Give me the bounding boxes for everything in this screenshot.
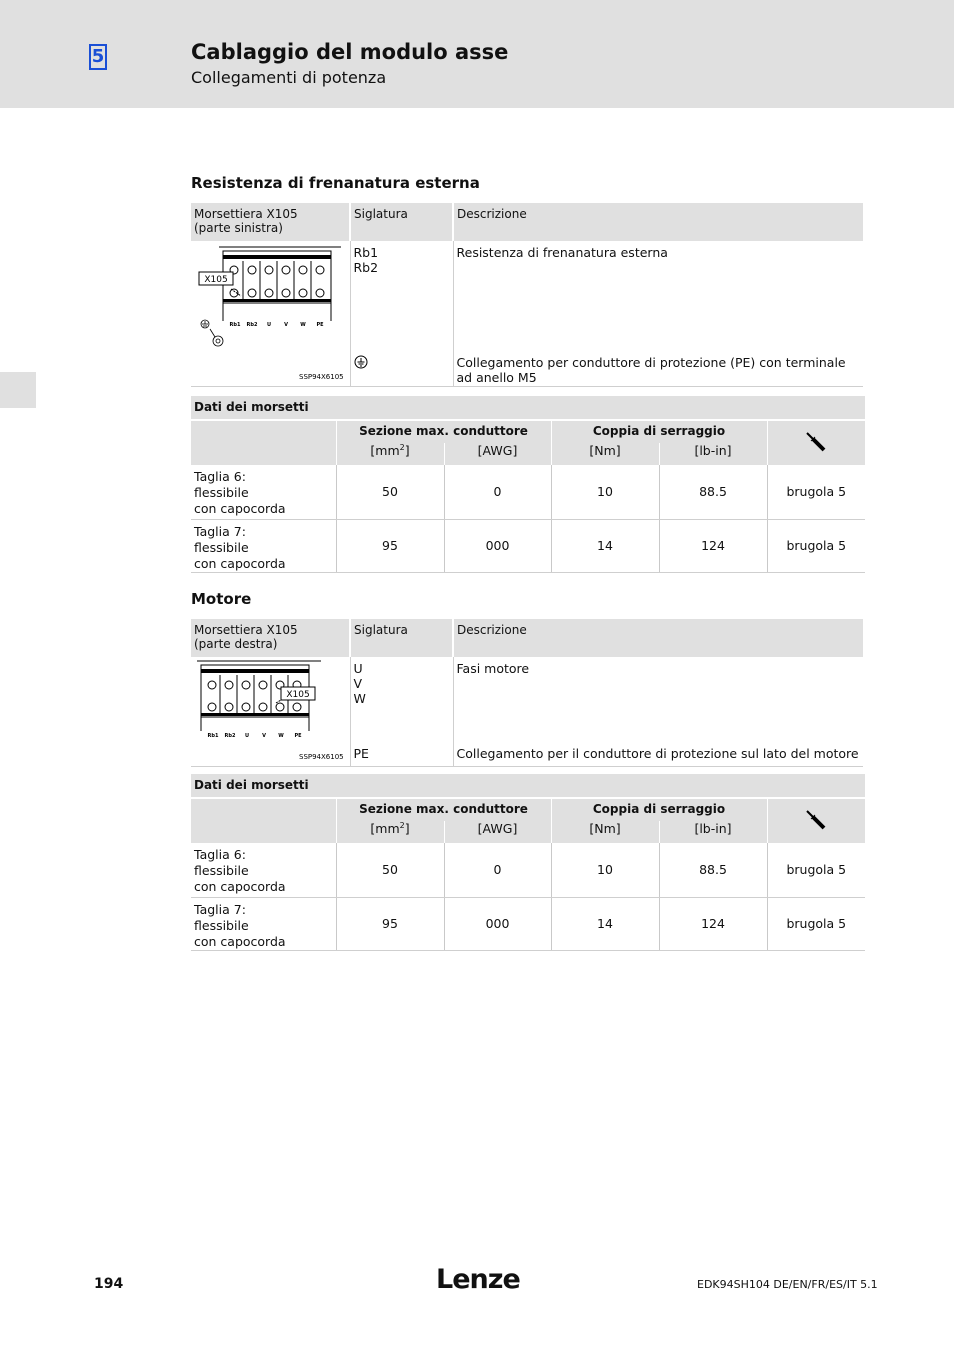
description-brake-resistor: Resistenza di frenanatura esterna	[456, 245, 668, 260]
blank-header-cell	[191, 799, 336, 843]
label-pe: PE	[350, 746, 453, 767]
data-table-title: Dati dei morsetti	[191, 774, 865, 797]
ground-icon	[201, 320, 223, 346]
value-awg: 0	[444, 843, 551, 897]
screwdriver-icon	[804, 430, 828, 454]
group-header-torque: Coppia di serraggio	[551, 421, 767, 443]
table-row	[191, 519, 865, 572]
unit-awg: [AWG]	[444, 443, 551, 465]
figure-code: SSP94X6105	[299, 373, 344, 381]
figure-terminal-pe: PE	[294, 733, 302, 739]
figure-code: SSP94X6105	[299, 753, 344, 761]
section-heading-brake-resistor: Resistenza di frenanatura esterna	[191, 174, 480, 192]
tool-header-cell	[767, 421, 865, 465]
figure-terminal-u: U	[266, 322, 272, 328]
description-motor-pe: Collegamento per il conduttore di protezione sul lato del motore	[453, 746, 863, 767]
figure-terminal-rb2: Rb2	[246, 322, 258, 328]
col-header-terminal	[191, 203, 350, 241]
label-cell-uvw	[350, 657, 453, 746]
value-mm2: 50	[336, 465, 444, 519]
document-id: EDK94SH104 DE/EN/FR/ES/IT 5.1	[697, 1278, 878, 1291]
value-tool: brugola 5	[767, 843, 865, 897]
figure-terminal-u: U	[244, 733, 250, 739]
value-awg: 0	[444, 465, 551, 519]
terminal-table-motor	[191, 619, 863, 767]
tool-header-cell	[767, 799, 865, 843]
page-number: 194	[94, 1276, 124, 1292]
side-tab-marker	[0, 372, 36, 408]
terminal-data-table-1	[191, 396, 866, 573]
value-mm2: 95	[336, 897, 444, 950]
col-header-description: Descrizione	[457, 207, 527, 221]
figure-terminal-rb1: Rb1	[229, 322, 241, 328]
value-nm: 10	[551, 843, 659, 897]
figure-terminal-rb1: Rb1	[207, 733, 219, 739]
label-u: U	[353, 661, 363, 676]
figure-terminal-rb2: Rb2	[224, 733, 236, 739]
description-motor-phases: Fasi motore	[456, 661, 530, 676]
unit-nm: [Nm]	[551, 821, 659, 843]
description-pe-ring: Collegamento per conduttore di protezione (PE) con terminale ad anello M5	[453, 351, 863, 386]
terminal-figure-left	[191, 241, 350, 387]
group-header-cross-section: Sezione max. conduttore	[336, 799, 551, 821]
brand-logo: Lenze	[436, 1264, 520, 1295]
figure-terminal-v: V	[262, 733, 266, 739]
col-header-terminal-line1: Morsettiera X105	[194, 623, 298, 637]
unit-awg: [AWG]	[444, 821, 551, 843]
value-nm: 14	[551, 897, 659, 950]
table-row	[191, 843, 865, 897]
figure-terminal-w: W	[278, 733, 284, 739]
value-lbin: 88.5	[659, 843, 767, 897]
label-cell-ground	[350, 351, 453, 386]
row-size-label: Taglia 6: flessibile con capocorda	[191, 843, 336, 897]
page-header	[0, 0, 954, 108]
page-title: Cablaggio del modulo asse	[191, 40, 509, 64]
value-tool: brugola 5	[767, 897, 865, 950]
group-header-torque: Coppia di serraggio	[551, 799, 767, 821]
value-mm2: 95	[336, 519, 444, 572]
value-lbin: 88.5	[659, 465, 767, 519]
section-heading-motor: Motore	[191, 590, 252, 608]
group-header-cross-section: Sezione max. conduttore	[336, 421, 551, 443]
value-awg: 000	[444, 519, 551, 572]
unit-lbin: [lb-in]	[659, 443, 767, 465]
figure-terminal-pe: PE	[316, 322, 324, 328]
figure-x105-label: X105	[286, 690, 310, 700]
value-lbin: 124	[659, 897, 767, 950]
terminal-block-diagram	[191, 657, 349, 763]
value-mm2: 50	[336, 843, 444, 897]
label-rb2: Rb2	[353, 260, 379, 275]
col-header-terminal-line2: (parte sinistra)	[194, 221, 283, 235]
figure-terminal-v: V	[284, 322, 288, 328]
unit-lbin: [lb-in]	[659, 821, 767, 843]
label-v: V	[353, 676, 363, 691]
unit-mm2: $[mm^2]$	[336, 443, 444, 465]
col-header-terminal-line2: (parte destra)	[194, 637, 278, 651]
row-size-label: Taglia 6: flessibile con capocorda	[191, 465, 336, 519]
page-subtitle: Collegamenti di potenza	[191, 68, 387, 87]
value-tool: brugola 5	[767, 519, 865, 572]
blank-header-cell	[191, 421, 336, 465]
terminal-block-diagram	[191, 241, 349, 383]
value-lbin: 124	[659, 519, 767, 572]
table-row	[191, 465, 865, 519]
col-header-label: Siglatura	[350, 203, 453, 241]
terminal-data-table-2	[191, 774, 866, 951]
value-nm: 14	[551, 519, 659, 572]
col-header-terminal	[191, 619, 350, 657]
col-header-terminal-line1: Morsettiera X105	[194, 207, 298, 221]
value-awg: 000	[444, 897, 551, 950]
terminal-table-brake	[191, 203, 863, 387]
screwdriver-icon	[804, 808, 828, 832]
col-header-label: Siglatura	[350, 619, 453, 657]
unit-mm2: $[mm^2]$	[336, 821, 444, 843]
row-size-label: Taglia 7: flessibile con capocorda	[191, 897, 336, 950]
unit-nm: [Nm]	[551, 443, 659, 465]
chapter-number: 5	[89, 44, 107, 70]
label-cell-rb	[350, 241, 453, 351]
label-rb1: Rb1	[353, 245, 379, 260]
value-tool: brugola 5	[767, 465, 865, 519]
table-row	[191, 897, 865, 950]
ground-icon	[354, 355, 368, 369]
data-table-title: Dati dei morsetti	[191, 396, 865, 419]
col-header-description: Descrizione	[457, 623, 527, 637]
row-size-label: Taglia 7: flessibile con capocorda	[191, 519, 336, 572]
figure-x105-label: X105	[204, 275, 228, 285]
value-nm: 10	[551, 465, 659, 519]
terminal-figure-right	[191, 657, 350, 767]
figure-terminal-w: W	[300, 322, 306, 328]
label-w: W	[353, 691, 366, 706]
